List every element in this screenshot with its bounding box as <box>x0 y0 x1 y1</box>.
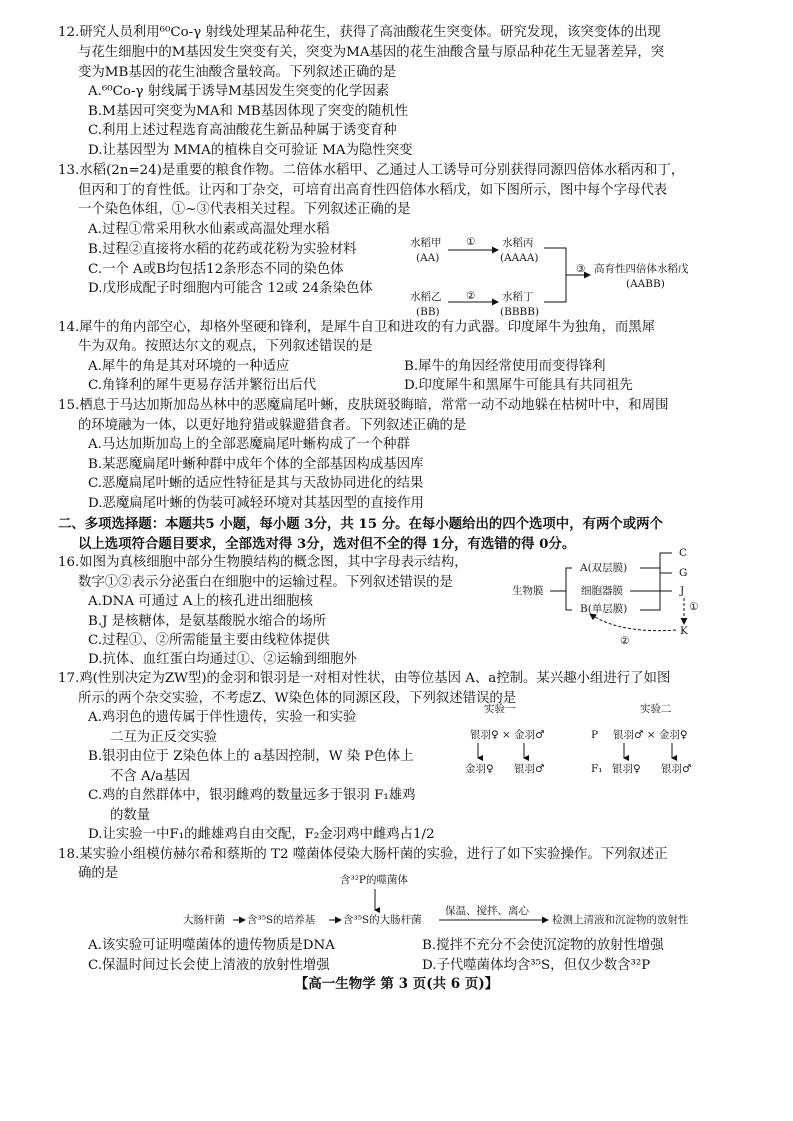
q17-exp1-parents: 银羽♀ × 金羽♂ <box>470 729 545 741</box>
q16-option-c: C.过程①、②所需能量主要由线粒体提供 <box>88 633 330 648</box>
q17-option-b-1: B.银羽由位于 Z染色体上的 a基因控制，W 染 P色体上 <box>88 749 414 764</box>
q17-option-d: D.让实验一中F₁的雌雄鸡自由交配，F₂金羽鸡中雌鸡占1/2 <box>88 827 435 842</box>
q15-option-c: C.恶魔扁尾叶蜥的适应性特征是其与天敌协同进化的结果 <box>88 476 424 491</box>
q17-exp2-title: 实验二 <box>640 703 672 715</box>
q17-exp2-p-label: P <box>591 729 599 741</box>
q15-option-b: B.某恶魔扁尾叶蜥种群中成年个体的全部基因构成基因库 <box>88 457 424 472</box>
q13-process-1: ① <box>466 236 476 248</box>
q16-mid-label: 细胞器膜 <box>581 585 623 597</box>
q12-option-c: C.利用上述过程选育高油酸花生新品种属于诱变育种 <box>88 123 397 138</box>
q18-option-d: D.子代噬菌体均含³⁵S，但仅少数含³²P <box>422 958 651 973</box>
section2-heading-1: 二、多项选择题：本题共5 小题，每小题 3分，共 15 分。在每小题给出的四个选项中，有两个或两个 <box>58 516 663 532</box>
q16-option-d: D.抗体、血红蛋白均通过①、②运输到细胞外 <box>88 652 357 667</box>
q17-exp2-f1-female: 银羽♀ <box>612 763 641 775</box>
section2-heading-2: 以上选项符合题目要求，全部选对得 3分，选对但不全的得 1分，有选错的得 0分。 <box>78 536 576 552</box>
q12-stem-3: 变为MB基因的花生油酸含量较高。下列叙述正确的是 <box>78 65 397 80</box>
q12-option-d: D.让基因型为 MMA的植株自交可验证 MA为隐性突变 <box>88 143 413 158</box>
q15-option-a: A.马达加斯加岛上的全部恶魔扁尾叶蜥构成了一个种群 <box>88 437 410 452</box>
q16-root-label: 生物膜 <box>512 585 544 597</box>
q13-process-2: ② <box>466 290 476 302</box>
q16-stem-1: 16.如图为真核细胞中部分生物膜结构的概念图，其中字母表示结构， <box>58 555 468 570</box>
q17-option-a-1: A.鸡羽色的遗传属于伴性遗传，实验一和实验 <box>88 710 357 725</box>
q18-detect-label: 检测上清液和沉淀物的放射性 <box>552 914 689 926</box>
q14-option-a: A.犀牛的角是其对环境的一种适应 <box>88 359 290 374</box>
q14-stem-2: 牛为双角。按照达尔文的观点，下列叙述错误的是 <box>78 339 373 354</box>
q18-option-c: C.保温时间过长会使上清液的放射性增强 <box>88 958 330 973</box>
q17-exp2-parents: 银羽♂ × 金羽♀ <box>613 729 688 741</box>
q13-option-a: A.过程①常采用秋水仙素或高温处理水稻 <box>88 222 330 237</box>
q16-g-label: G <box>679 567 688 579</box>
q17-exp1-title: 实验一 <box>484 703 516 715</box>
page-footer: 【高一生物学 第 3 页(共 6 页)】 <box>294 976 499 992</box>
q17-option-c-1: C.鸡的自然群体中，银羽雌鸡的数量远多于银羽 F₁雄鸡 <box>88 788 416 803</box>
q13-jia-genotype: (AA) <box>416 252 440 264</box>
q13-yi-genotype: (BB) <box>416 306 440 318</box>
q18-phage-label: 含³²P的噬菌体 <box>340 874 408 886</box>
q17-exp2-f1-label: F₁ <box>591 763 603 775</box>
q13-ding-genotype: (BBBB) <box>500 306 540 318</box>
q16-c-label: C <box>679 547 688 559</box>
q16-j-label: J <box>680 585 685 597</box>
q13-jia-label: 水稻甲 <box>410 237 442 249</box>
q13-stem-3: 一个染色体组，①~③代表相关过程。下列叙述正确的是 <box>78 202 411 217</box>
q17-stem-2: 所示的两个杂交实验，不考虑Z、W染色体的同源区段，下列叙述错误的是 <box>78 691 517 706</box>
q14-option-b: B.犀牛的角因经常使用而变得锋利 <box>404 359 606 374</box>
q13-ding-label: 水稻丁 <box>502 291 534 303</box>
q15-stem-1: 15.栖息于马达加斯加岛丛林中的恶魔扁尾叶蜥，皮肤斑驳晦暗，常常一动不动地躲在枯树叶中，和周围 <box>58 398 669 413</box>
q18-stem-1: 18.某实验小组模仿赫尔希和蔡斯的 T2 噬菌体侵染大肠杆菌的实验，进行了如下实验操作。下列叙述正 <box>58 847 668 862</box>
q13-wu-genotype: (AABB) <box>626 278 665 290</box>
q13-option-d: D.戊形成配子时细胞内可能含 12或 24条染色体 <box>88 281 373 296</box>
q17-option-a-2: 二互为正反交实验 <box>110 730 218 745</box>
q14-option-d: D.印度犀牛和黑犀牛可能具有共同祖先 <box>404 378 633 393</box>
q13-stem-1: 13.水稻(2n=24)是重要的粮食作物。二倍体水稻甲、乙通过人工诱导可分别获得同源四倍体水稻丙和丁， <box>58 163 685 178</box>
q18-medium-label: 含³⁵S的培养基 <box>247 914 316 926</box>
q17-exp1-f1-male: 银羽♂ <box>514 763 545 775</box>
q13-option-c: C.一个 A或B均包括12条形态不同的染色体 <box>88 262 344 277</box>
q15-option-d: D.恶魔扁尾叶蜥的伪装可减轻环境对其基因型的直接作用 <box>88 496 424 511</box>
q12-stem-2: 与花生细胞中的M基因发生突变有关，突变为MA基因的花生油酸含量与原品种花生无显著差异，突 <box>78 45 665 60</box>
q18-ecoli-label: 大肠杆菌 <box>183 914 225 926</box>
q18-operations-label: 保温、搅拌、离心 <box>445 905 529 917</box>
q16-b-label: B(单层膜) <box>580 603 628 615</box>
q18-option-a: A.该实验可证明噬菌体的遗传物质是DNA <box>88 938 335 953</box>
q13-yi-label: 水稻乙 <box>410 291 442 303</box>
q18-option-b: B.搅拌不充分不会使沉淀物的放射性增强 <box>422 938 664 953</box>
q13-process-3: ③ <box>576 263 586 275</box>
q13-bing-genotype: (AAAA) <box>500 252 539 264</box>
q16-option-b: B.J 是核糖体，是氨基酸脱水缩合的场所 <box>88 614 326 629</box>
q17-exp2-f1-male: 银羽♂ <box>661 763 692 775</box>
q16-stem-2: 数字①②表示分泌蛋白在细胞中的运输过程。下列叙述错误的是 <box>78 575 453 590</box>
q16-process-1: ① <box>689 601 699 613</box>
q17-option-b-2: 不含 A/a基因 <box>110 769 190 784</box>
q16-a-label: A(双层膜) <box>580 562 628 574</box>
q12-stem-1: 12.研究人员利用⁶⁰Co-γ 射线处理某品种花生，获得了高油酸花生突变体。研究发现，该突变体的出现 <box>58 25 661 40</box>
q17-option-c-2: 的数量 <box>110 808 151 823</box>
q13-stem-2: 但丙和丁的育性低。让丙和丁杂交，可培育出高育性四倍体水稻戊，如下图所示，图中每个字母代表 <box>78 183 668 198</box>
q16-k-label: K <box>680 625 688 637</box>
q13-option-b: B.过程②直接将水稻的花药或花粉为实验材料 <box>88 242 357 257</box>
q13-wu-label: 高育性四倍体水稻戊 <box>594 263 689 275</box>
q12-option-a: A.⁶⁰Co-γ 射线属于诱导M基因发生突变的化学因素 <box>88 84 390 99</box>
q15-stem-2: 的环境融为一体，以更好地狩猎或躲避猎食者。下列叙述正确的是 <box>78 418 467 433</box>
q16-option-a: A.DNA 可通过 A上的核孔进出细胞核 <box>88 594 313 609</box>
q17-stem-1: 17.鸡(性别决定为ZW型)的金羽和银羽是一对相对性状，由等位基因 A、a控制。某兴趣小组进行了如图 <box>58 671 671 686</box>
q13-bing-label: 水稻丙 <box>502 237 534 249</box>
q18-ecoli35-label: 含³⁵S的大肠杆菌 <box>343 914 422 926</box>
q12-option-b: B.M基因可突变为MA和 MB基因体现了突变的随机性 <box>88 104 409 119</box>
q16-process-2: ② <box>620 635 630 647</box>
q14-option-c: C.角锋利的犀牛更易存活并繁衍出后代 <box>88 378 317 393</box>
q14-stem-1: 14.犀牛的角内部空心，却格外坚硬和锋利，是犀牛自卫和进攻的有力武器。印度犀牛为独角，而黑犀 <box>58 320 656 335</box>
q18-stem-2: 确的是 <box>78 866 119 881</box>
q17-exp1-f1-female: 金羽♀ <box>465 763 494 775</box>
